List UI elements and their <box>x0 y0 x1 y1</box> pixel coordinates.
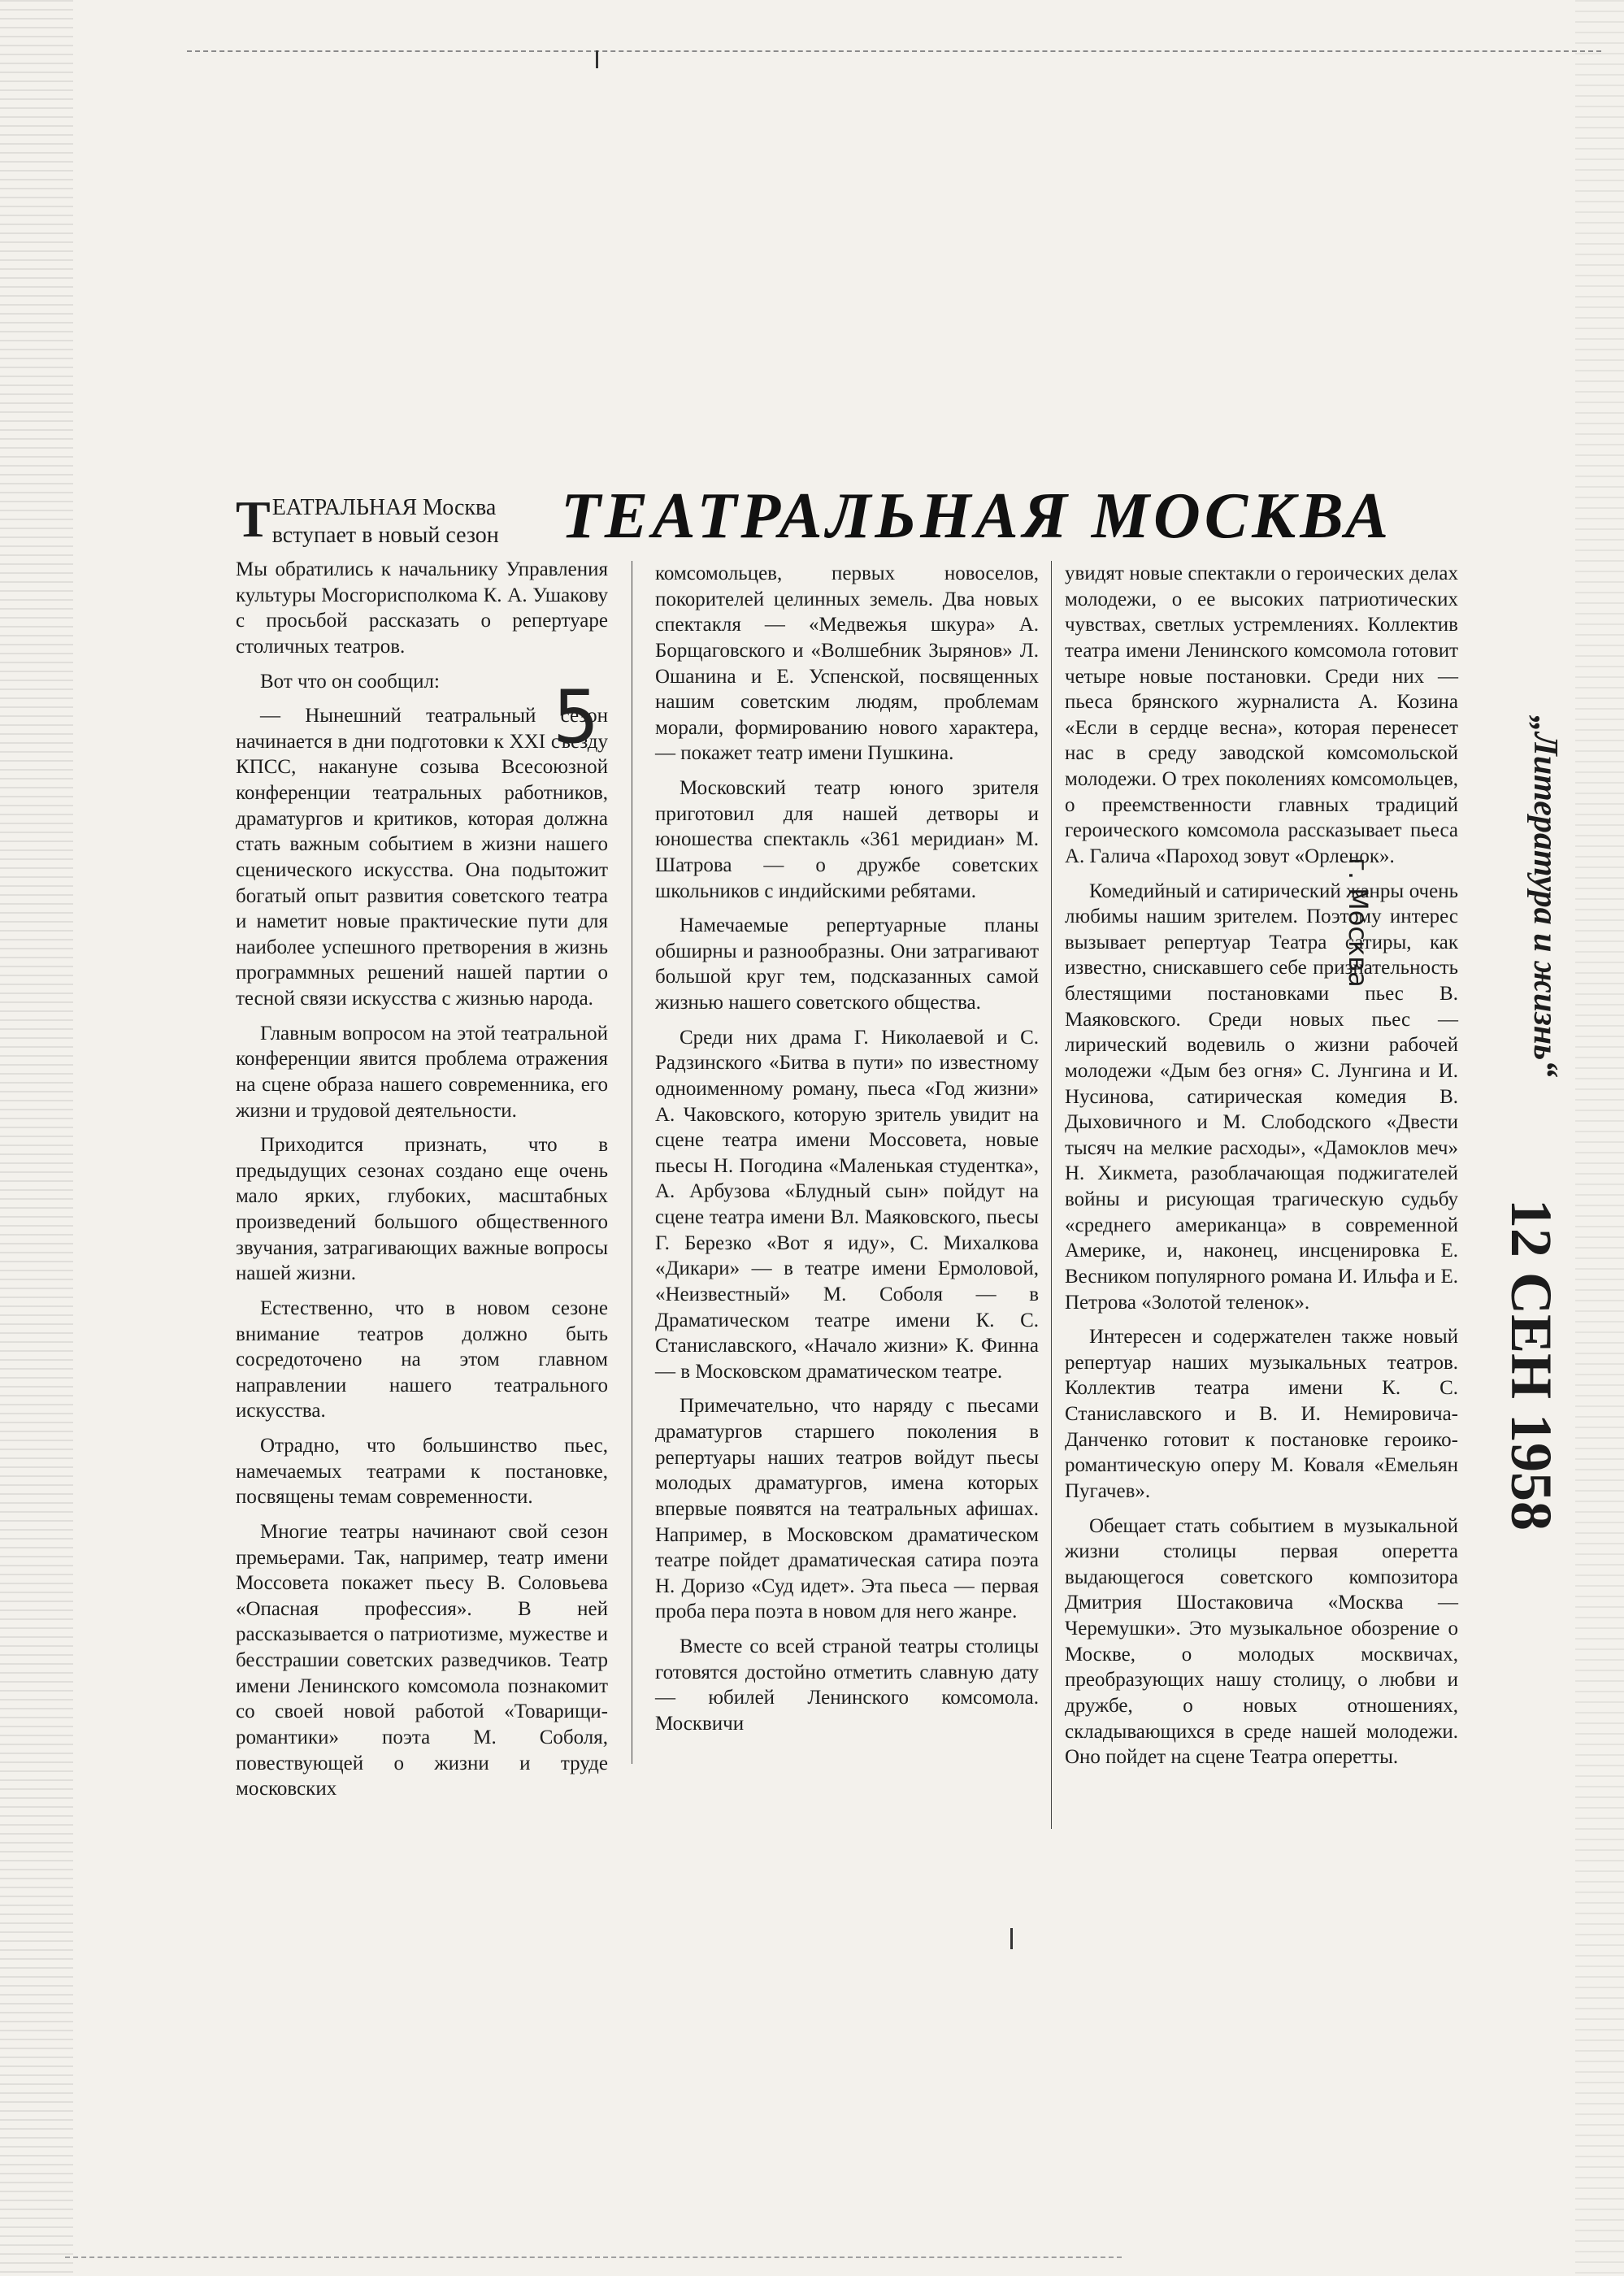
paragraph: увидят новые спектакли о героических делах молодежи, о ее высоких патриотических чувствах, светлых устремлениях. Коллектив театра имени Ленинского комсомола готовит четыре новые постановки. Среди них — пьеса брянского журналиста А. Козина «Если в сердце весна», которая перенесет нас в среду заводской комсомольской молодежи. О трех поколениях комсомольцев, о преемственности главных традиций героического комсомола рассказывает пьеса А. Галича «Пароход зовут «Орленок». <box>1065 562 1458 867</box>
paragraph: — Нынешний театральный сезон начинается в дни подготовки к XXI съезду КПСС, накануне созыва Всесоюзной конференции театральных работников, драматургов и критиков, которая должна стать важным событием в жизни нашего сценического искусства. Она подытожит богатый опыт развития советского театра и наметит новые практические пути для наиболее успешного претворения в жизнь программных решений нашей партии о тесной связи искусства с жизнью народа. <box>236 705 608 1010</box>
paragraph: Намечаемые репертуарные планы обширны и разнообразны. Они затрагивают большой круг тем, подсказанных самой жизнью нашего советского общества. <box>655 914 1039 1014</box>
city-stamp: г. Москва <box>1343 858 1374 988</box>
newspaper-name-stamp: „Литература и жизнь“ <box>1526 715 1564 1078</box>
handwritten-page-mark: 5 <box>553 675 600 760</box>
scan-mark <box>1010 1928 1013 1949</box>
paragraph: Главным вопросом на этой театральной конференции явится проблема отражения на сцене образа нашего современника, его жизни и трудовой деятельности. <box>236 1022 608 1122</box>
paragraph: Мы обратились к начальнику Управления культуры Мосгорисполкома К. А. Ушакову с просьбой рассказать о репертуаре столичных театров. <box>236 558 608 658</box>
paragraph: Многие театры начинают свой сезон премьерами. Так, например, театр имени Моссовета покажет пьесу В. Соловьева «Опасная профессия». В ней рассказывается о патриотизме, мужестве и бесстрашии советских разведчиков. Театр имени Ленинского комсомола познакомит со своей новой работой «Товарищи-романтики» поэта М. Соболя, повествующей о жизни и труде московских <box>236 1520 608 1800</box>
paragraph: Отрадно, что большинство пьес, намечаемых театрами к постановке, посвящены темам современности. <box>236 1435 608 1509</box>
scan-mark <box>596 50 598 68</box>
article-lead <box>236 490 504 549</box>
paragraph: Обещает стать событием в музыкальной жизни столицы первая оперетта выдающегося советского композитора Дмитрия Шостаковича «Москва — Черемушки». Это музыкальное обозрение о Москве, о молодых москвичах, преобразующих нашу столицу, о любви и дружбе, о новых отношениях, складывающихся в среде нашей молодежи. Оно пойдет на сцене Театра оперетты. <box>1065 1514 1458 1769</box>
paragraph: комсомольцев, первых новоселов, покорителей целинных земель. Два новых спектакля — «Медвежья шкура» А. Борщаговского и «Волшебник Зырянов» Л. Ошанина и Е. Успенской, посвященных нашим советским людям, проблемам морали, формированию нового характера,— покажет театр имени Пушкина. <box>655 562 1039 765</box>
paragraph: Интересен и содержателен также новый репертуар наших музыкальных театров. Коллектив театра имени К. С. Станиславского и В. И. Немировича-Данченко готовит к постановке героико-романтическую оперу М. Коваля «Емельян Пугачев». <box>1065 1326 1458 1502</box>
article-column-3 <box>1065 561 1458 1779</box>
article-column-2 <box>655 561 1039 1746</box>
paragraph: Вот что он сообщил: <box>260 670 440 693</box>
date-stamp: 12 СЕН 1958 <box>1499 1199 1564 1531</box>
paragraph: Естественно, что в новом сезоне внимание театров должно быть сосредоточено на этом главном направлении нашего театрального искусства. <box>236 1297 608 1422</box>
lead-text: ЕАТРАЛЬНАЯ Москва вступает в новый сезон <box>271 495 499 548</box>
clipping-top-border <box>187 50 1601 52</box>
article-headline: ТЕАТРАЛЬНАЯ МОСКВА <box>561 480 1393 552</box>
clipping-bottom-border <box>65 2256 1122 2258</box>
paragraph: Примечательно, что наряду с пьесами драматургов старшего поколения в репертуары наших театров войдут пьесы молодых драматургов, имена которых впервые появятся на театральных афишах. Например, в Московском драматическом театре пойдет драматическая сатира поэта Н. Доризо «Суд идет». Эта пьеса — первая проба пера поэта в новом для него жанре. <box>655 1395 1039 1623</box>
lead-drop-cap: Т <box>236 490 271 548</box>
scan-right-edge <box>1575 0 1624 2276</box>
paragraph: Вместе со всей страной театры столицы готовятся достойно отметить славную дату — юбилей Ленинского комсомола. Москвичи <box>655 1635 1039 1735</box>
column-rule <box>1051 561 1052 1829</box>
paragraph: Московский театр юного зрителя приготовил для нашей детворы и юношества спектакль «361 меридиан» М. Шатрова — о дружбе советских школьников с индийскими ребятами. <box>655 777 1039 902</box>
paragraph: Приходится признать, что в предыдущих сезонах создано еще очень мало ярких, глубоких, масштабных произведений большого общественного звучания, затрагивающих важные вопросы нашей жизни. <box>236 1134 608 1285</box>
paragraph: Среди них драма Г. Николаевой и С. Радзинского «Битва в пути» по известному одноименному роману, пьеса «Год жизни» А. Чаковского, которую зритель увидит на сцене театра имени Моссовета, новые пьесы Н. Погодина «Маленькая студентка», А. Арбузова «Блудный сын» пойдут на сцене театра имени Вл. Маяковского, пьесы Г. Березко «Вот я иду», С. Михалкова «Дикари» — в театре имени Ермоловой, «Неизвестный» М. Соболя — в Драматическом театре имени К. С. Станиславского, «Начало жизни» К. Финна — в Московском драматическом театре. <box>655 1026 1039 1383</box>
scan-left-edge <box>0 0 73 2276</box>
paragraph: Комедийный и сатирический жанры очень любимы нашим зрителем. Поэтому интерес вызывает репертуар Театра сатиры, как известно, снискавшего себе признательность блестящими постановками пьес В. Маяковского. Среди новых пьес — лирический водевиль о жизни рабочей молодежи «Дым без огня» С. Лунгина и И. Нусинова, сатирическая комедия В. Дыховичного и М. Слободского «Двести тысяч на мелкие расходы», «Дамоклов меч» Н. Хикмета, разоблачающая поджигателей войны и рисующая трагическую судьбу «среднего американца» в современной Америке, и, наконец, инсценировка Е. Весником популярного романа И. Ильфа и Е. Петрова «Золотой теленок». <box>1065 880 1458 1314</box>
